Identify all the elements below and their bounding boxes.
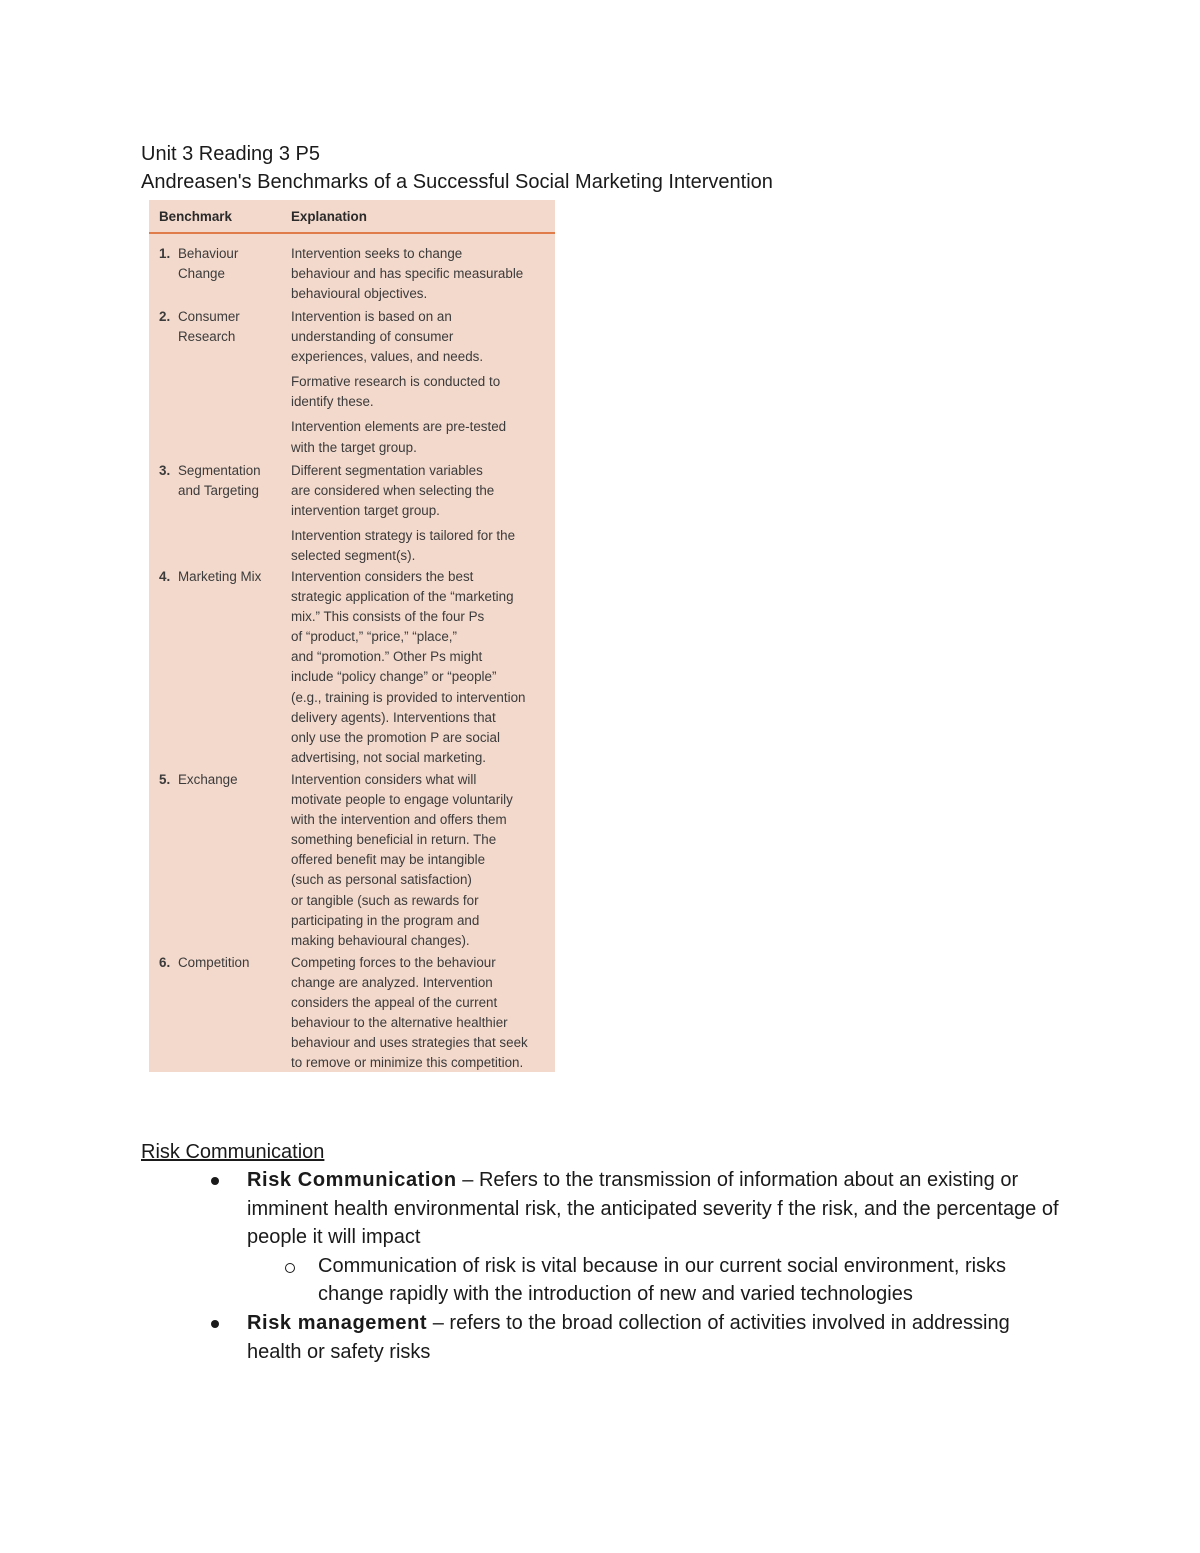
explanation-paragraph xyxy=(291,770,549,951)
benchmark-label-line: Change xyxy=(178,266,225,281)
bullet-definition: – Refers to the transmission of information about an existing or imminent health environmental risk, the anticipated severity f the risk, and the percentage of people it will impact xyxy=(247,1169,1059,1249)
explanation-cell xyxy=(291,307,549,458)
explanation-line: are considered when selecting the xyxy=(291,483,495,499)
explanation-cell xyxy=(291,953,549,1074)
explanation-line: Intervention strategy is tailored for the xyxy=(291,528,516,544)
explanation-line: Different segmentation variables xyxy=(291,463,483,478)
explanation-line: or tangible (such as rewards for xyxy=(291,892,479,908)
explanation-line: (such as personal satisfaction) xyxy=(291,872,472,888)
explanation-line: behaviour and uses strategies that seek xyxy=(291,1035,528,1051)
explanation-line: understanding of consumer xyxy=(291,329,454,345)
benchmark-label xyxy=(178,244,282,284)
explanation-line: behaviour to the alternative healthier xyxy=(291,1015,508,1031)
explanation-line: identify these. xyxy=(291,394,374,410)
bullet-dot-icon xyxy=(211,1177,219,1185)
benchmark-cell xyxy=(159,953,284,973)
explanation-paragraph xyxy=(291,567,549,768)
explanation-line: change are analyzed. Intervention xyxy=(291,975,493,991)
header-explanation: Explanation xyxy=(291,209,367,224)
explanation-cell xyxy=(291,461,549,566)
explanation-line: Intervention is based on an xyxy=(291,309,452,324)
benchmark-cell xyxy=(159,244,284,284)
document-title: Unit 3 Reading 3 P5 xyxy=(141,143,321,165)
benchmark-number: 6. xyxy=(159,955,171,970)
explanation-line: delivery agents). Interventions that xyxy=(291,709,496,725)
benchmark-label xyxy=(178,567,282,587)
benchmark-label-line: Competition xyxy=(178,955,250,970)
explanation-paragraph xyxy=(291,953,549,1074)
explanation-line: advertising, not social marketing. xyxy=(291,749,487,765)
benchmark-label xyxy=(178,770,282,790)
explanation-line: intervention target group. xyxy=(291,503,440,519)
explanation-line: and “promotion.” Other Ps might xyxy=(291,649,483,665)
explanation-paragraph xyxy=(291,244,549,304)
explanation-cell xyxy=(291,770,549,951)
explanation-paragraph xyxy=(291,372,549,412)
benchmark-cell xyxy=(159,770,284,790)
explanation-line: (e.g., training is provided to intervention xyxy=(291,689,526,705)
benchmark-table-header xyxy=(149,200,555,234)
benchmark-number: 3. xyxy=(159,463,171,478)
explanation-line: strategic application of the “marketing xyxy=(291,589,514,605)
explanation-line: Formative research is conducted to xyxy=(291,374,501,390)
explanation-line: mix.” This consists of the four Ps xyxy=(291,609,485,625)
explanation-line: Intervention seeks to change xyxy=(291,246,463,261)
document-subtitle: Andreasen's Benchmarks of a Successful Social Marketing Intervention xyxy=(141,171,773,193)
explanation-cell xyxy=(291,567,549,768)
explanation-line: to remove or minimize this competition. xyxy=(291,1055,524,1071)
benchmark-number: 1. xyxy=(159,246,171,261)
hollow-circle-bullet-icon xyxy=(285,1263,295,1273)
explanation-line: motivate people to engage voluntarily xyxy=(291,792,513,808)
explanation-line: of “product,” “price,” “place,” xyxy=(291,629,457,645)
explanation-line: with the intervention and offers them xyxy=(291,812,507,828)
benchmark-label-line: Segmentation xyxy=(178,463,261,478)
benchmark-label-line: Consumer xyxy=(178,309,240,324)
explanation-line: considers the appeal of the current xyxy=(291,995,498,1011)
benchmark-label-line: Behaviour xyxy=(178,246,239,261)
explanation-line: selected segment(s). xyxy=(291,548,416,564)
benchmark-label xyxy=(178,307,282,347)
benchmark-label-line: Exchange xyxy=(178,772,238,787)
sub-bullet-risk-vital xyxy=(141,1252,1061,1309)
benchmark-label-line: Research xyxy=(178,329,236,344)
risk-bullet-list xyxy=(141,1166,1061,1366)
bullet-risk-communication xyxy=(141,1166,1061,1252)
bullet-term: Risk management xyxy=(247,1311,428,1334)
sub-bullet-text: Communication of risk is vital because in our current social environment, risks change rapidly with the introduction of new and varied technologies xyxy=(318,1254,1007,1306)
benchmark-label xyxy=(178,953,282,973)
explanation-line: Intervention elements are pre-tested xyxy=(291,419,507,435)
explanation-line: behaviour and has specific measurable xyxy=(291,266,524,282)
explanation-paragraph xyxy=(291,417,549,457)
benchmark-cell xyxy=(159,567,284,587)
explanation-line: making behavioural changes). xyxy=(291,932,470,948)
explanation-line: experiences, values, and needs. xyxy=(291,349,484,365)
benchmark-table xyxy=(149,200,555,1072)
explanation-paragraph xyxy=(291,461,549,521)
benchmark-cell xyxy=(159,461,284,501)
explanation-line: participating in the program and xyxy=(291,912,480,928)
explanation-line: only use the promotion P are social xyxy=(291,729,500,745)
explanation-line: Intervention considers what will xyxy=(291,772,477,787)
explanation-line: something beneficial in return. The xyxy=(291,832,497,848)
bullet-definition: – refers to the broad collection of activities involved in addressing health or safety risks xyxy=(247,1311,1010,1363)
explanation-line: behavioural objectives. xyxy=(291,286,428,302)
bullet-dot-icon xyxy=(211,1320,219,1328)
benchmark-number: 2. xyxy=(159,309,171,324)
explanation-cell xyxy=(291,244,549,304)
bullet-term: Risk Communication xyxy=(247,1169,457,1191)
explanation-line: offered benefit may be intangible xyxy=(291,852,486,868)
risk-communication-heading: Risk Communication xyxy=(141,1141,325,1163)
bullet-risk-management xyxy=(141,1309,1061,1366)
explanation-paragraph xyxy=(291,307,549,367)
benchmark-label-line: Marketing Mix xyxy=(178,569,262,584)
explanation-line: Intervention considers the best xyxy=(291,569,474,584)
explanation-line: Competing forces to the behaviour xyxy=(291,955,496,970)
header-benchmark: Benchmark xyxy=(159,209,232,224)
benchmark-label xyxy=(178,461,282,501)
explanation-paragraph xyxy=(291,526,549,566)
benchmark-number: 4. xyxy=(159,569,171,584)
explanation-line: with the target group. xyxy=(291,439,417,455)
benchmark-label-line: and Targeting xyxy=(178,483,259,498)
benchmark-number: 5. xyxy=(159,772,171,787)
explanation-line: include “policy change” or “people” xyxy=(291,669,497,685)
benchmark-cell xyxy=(159,307,284,347)
